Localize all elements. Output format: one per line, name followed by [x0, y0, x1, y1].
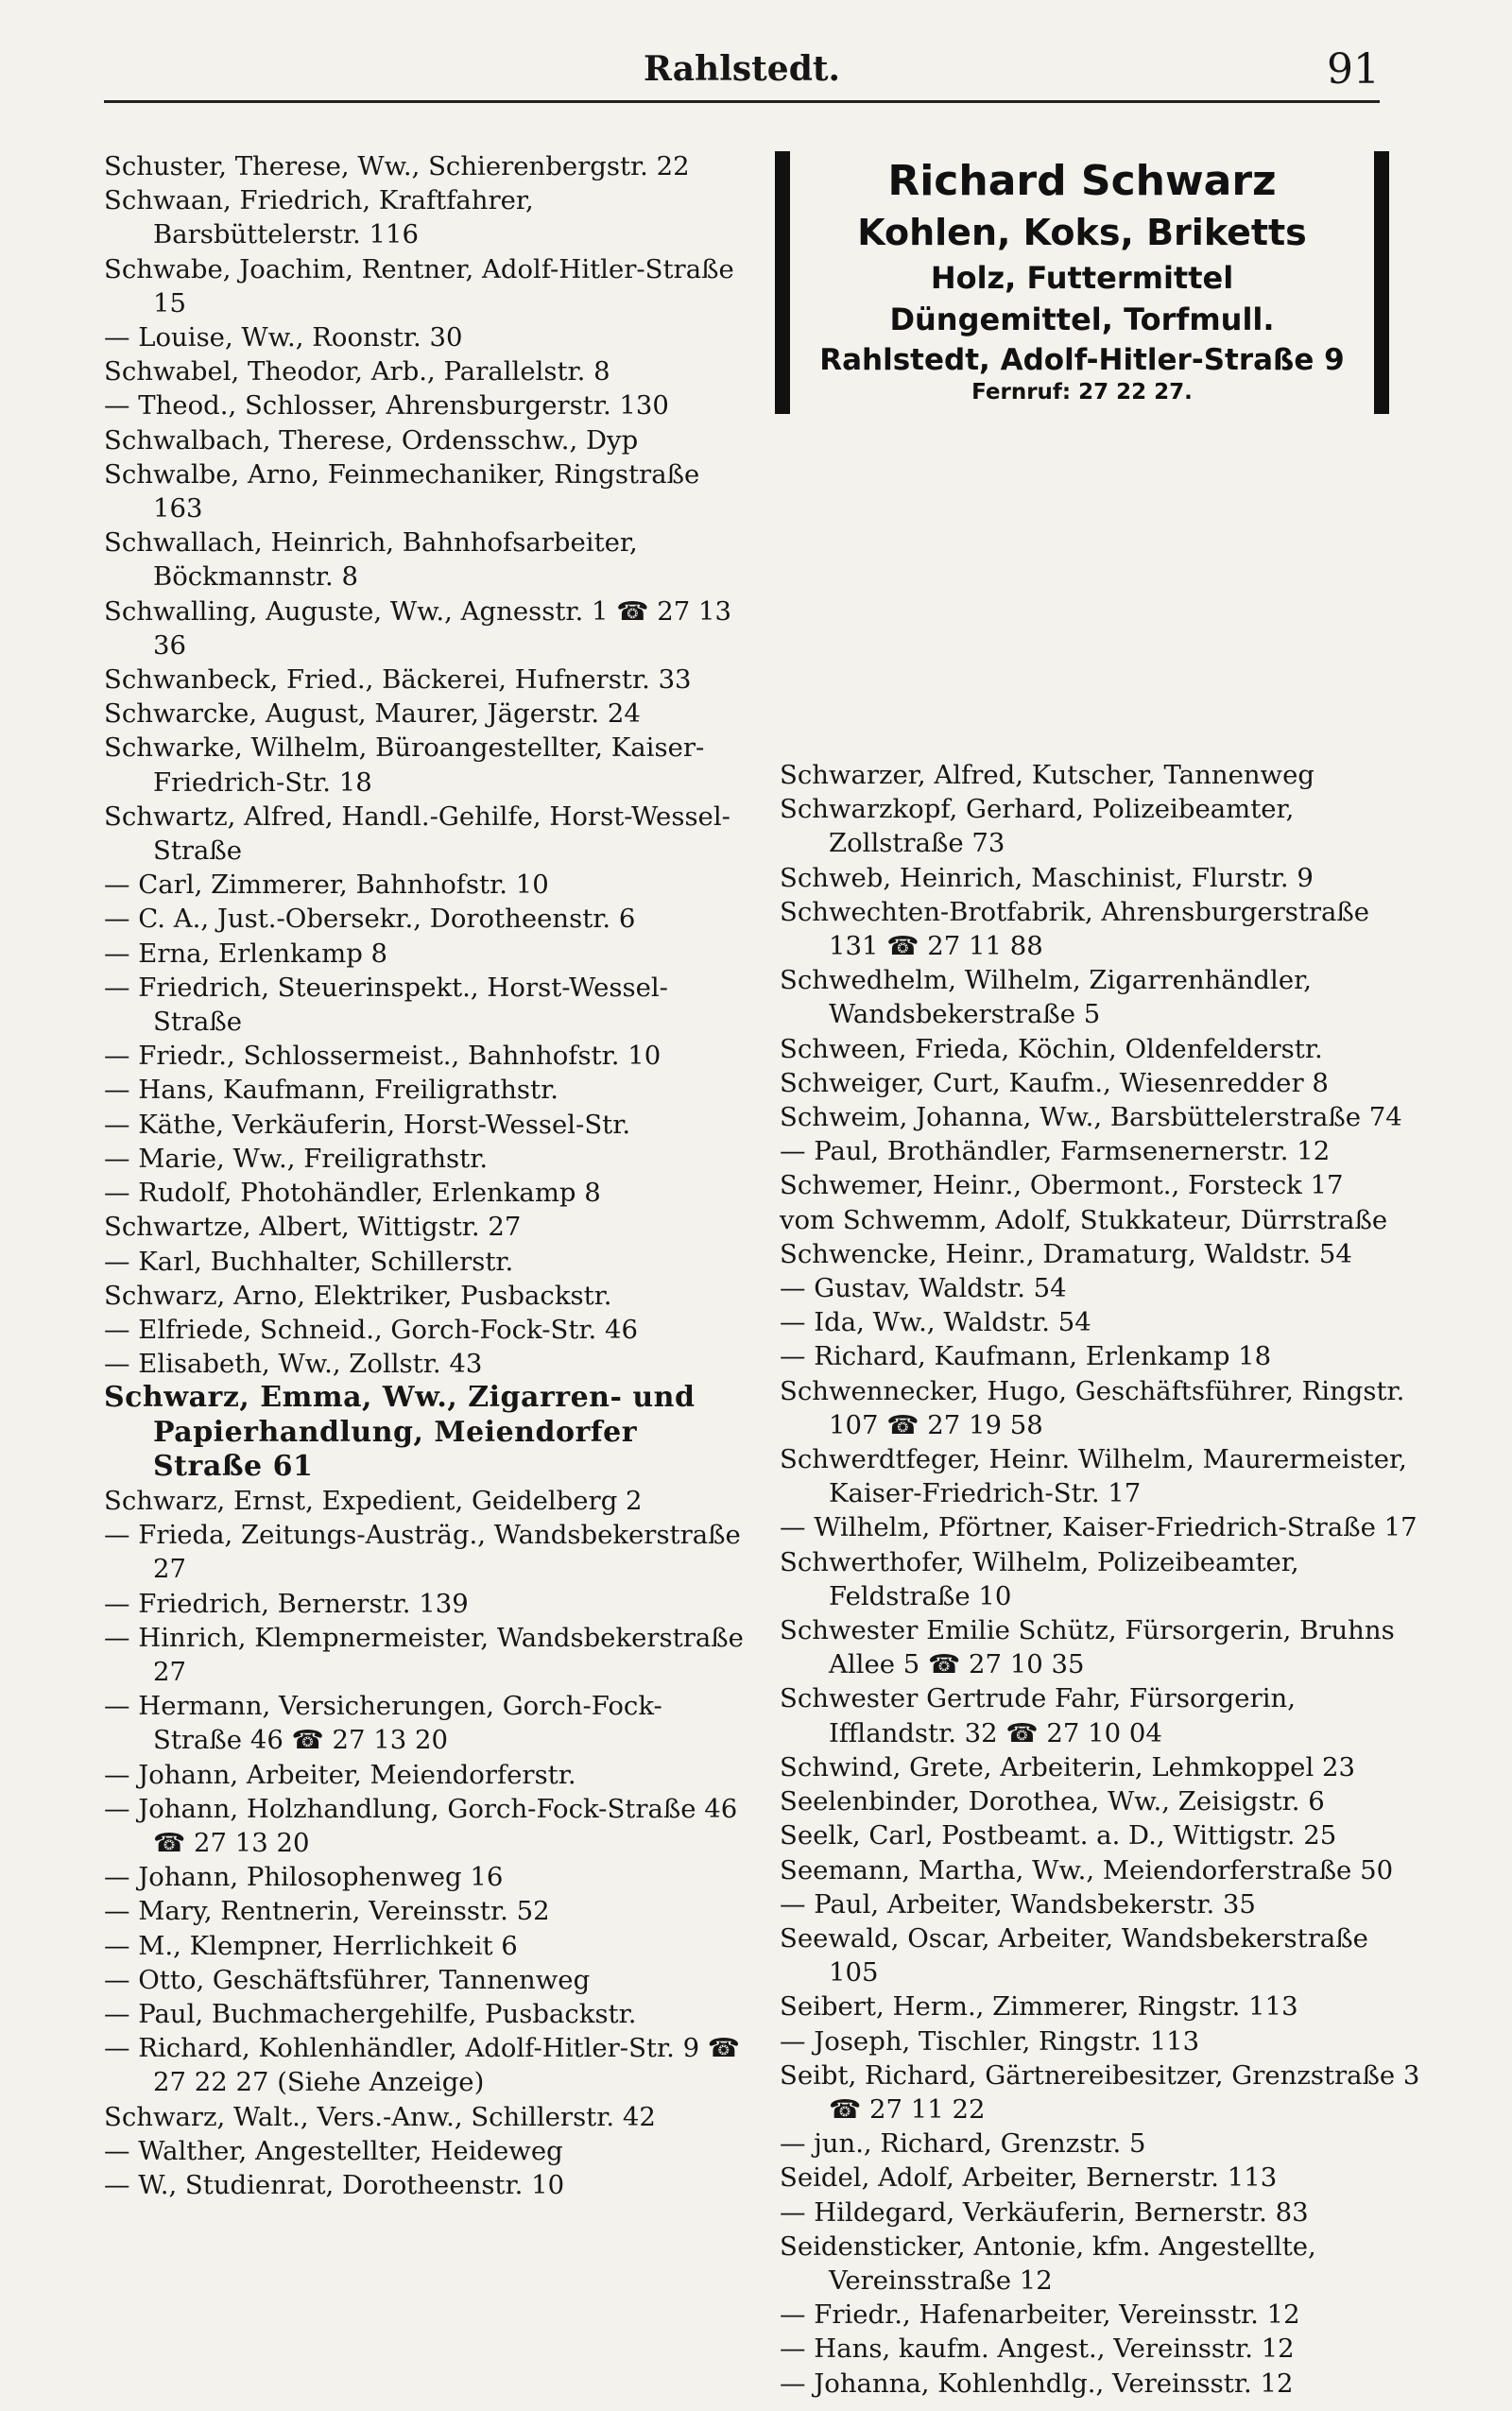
directory-entry: — Johann, Holzhandlung, Gorch-Fock-Straße 46 ☎ 27 13 20 — [104, 1793, 738, 1858]
directory-entry: Schwartze, Albert, Wittigstr. 27 — [104, 1212, 522, 1243]
directory-entry: — Elfriede, Schneid., Gorch-Fock-Str. 46 — [104, 1314, 638, 1345]
directory-entry: — Elisabeth, Ww., Zollstr. 43 — [104, 1349, 483, 1380]
directory-entry: — Carl, Zimmerer, Bahnhofstr. 10 — [104, 870, 549, 901]
directory-entry: Seidensticker, Antonie, kfm. Angestellte, Vereinsstraße 12 — [780, 2230, 1316, 2296]
directory-entry: Schwencke, Heinr., Dramaturg, Waldstr. 54 — [780, 1238, 1352, 1269]
directory-entry: Schwarcke, August, Maurer, Jägerstr. 24 — [104, 698, 641, 730]
directory-entry: Schwedhelm, Wilhelm, Zigarrenhändler, Wandsbekerstraße 5 — [780, 965, 1312, 1030]
directory-entry: Seidel, Adolf, Arbeiter, Bernerstr. 113 — [780, 2162, 1278, 2194]
directory-entry: Schwarz, Emma, Ww., Zigarren- und Papierhandlung, Meiendorfer Straße 61 — [104, 1381, 696, 1483]
directory-entry: — Johann, Arbeiter, Meiendorferstr. — [104, 1759, 576, 1790]
page-title: Rahlstedt. — [643, 49, 841, 89]
directory-entry: Schwerdtfeger, Heinr. Wilhelm, Maurermeister, Kaiser-Friedrich-Str. 17 — [780, 1444, 1407, 1509]
ad-products-line-1: Kohlen, Koks, Briketts — [857, 212, 1307, 253]
directory-entry: Schuster, Therese, Ww., Schierenbergstr. 22 — [104, 151, 690, 181]
directory-entry: — Karl, Buchhalter, Schillerstr. — [104, 1246, 514, 1277]
directory-entry: Seemann, Martha, Ww., Meiendorferstraße 50 — [780, 1854, 1394, 1886]
directory-entry: — Johanna, Kohlenhdlg., Vereinsstr. 12 — [780, 2368, 1294, 2399]
left-column — [104, 149, 747, 2202]
directory-entry: Schween, Frieda, Köchin, Oldenfelderstr. — [780, 1033, 1323, 1064]
directory-entry: Schweiger, Curt, Kaufm., Wiesenredder 8 — [780, 1067, 1329, 1098]
directory-entry: Schwemer, Heinr., Obermont., Forsteck 17 — [780, 1170, 1344, 1201]
directory-entry: — Paul, Buchmachergehilfe, Pusbackstr. — [104, 1998, 637, 2029]
directory-entry: — Paul, Brothändler, Farmsenernerstr. 12 — [780, 1136, 1331, 1167]
directory-entry: — Mary, Rentnerin, Vereinsstr. 52 — [104, 1896, 550, 1927]
ad-address: Rahlstedt, Adolf-Hitler-Straße 9 — [819, 343, 1345, 377]
directory-entry: Schwester Gertrude Fahr, Fürsorgerin, Ifflandstr. 32 ☎ 27 10 04 — [780, 1683, 1296, 1748]
page-header — [104, 45, 1380, 103]
directory-entry: Schwester Emilie Schütz, Fürsorgerin, Bruhns Allee 5 ☎ 27 10 35 — [780, 1615, 1395, 1680]
directory-entry: Seelk, Carl, Postbeamt. a. D., Wittigstr. 25 — [780, 1820, 1337, 1851]
directory-entry: Schwalbach, Therese, Ordensschw., Dyp — [104, 424, 639, 456]
directory-entry: Schwarz, Ernst, Expedient, Geidelberg 2 — [104, 1485, 643, 1516]
directory-entry: Schwarz, Walt., Vers.-Anw., Schillerstr. 42 — [104, 2101, 656, 2132]
directory-entry: Seewald, Oscar, Arbeiter, Wandsbekerstraße 105 — [780, 1922, 1368, 1989]
advertisement-box — [775, 151, 1389, 414]
directory-entry: — Walther, Angestellter, Heideweg — [104, 2135, 563, 2166]
directory-entry: Schwaan, Friedrich, Kraftfahrer, Barsbüttelerstr. 116 — [104, 185, 534, 250]
page-number: 91 — [1327, 45, 1380, 94]
directory-entry: — Wilhelm, Pförtner, Kaiser-Friedrich-Straße 17 — [780, 1512, 1418, 1543]
directory-entry: Schwarzkopf, Gerhard, Polizeibeamter, Zollstraße 73 — [780, 794, 1295, 859]
directory-entry: — Ida, Ww., Waldstr. 54 — [780, 1307, 1091, 1338]
directory-entry: Seibert, Herm., Zimmerer, Ringstr. 113 — [780, 1991, 1298, 2023]
directory-entry: — C. A., Just.-Obersekr., Dorotheenstr. 6 — [104, 904, 636, 935]
ad-products-line-2: Holz, Futtermittel — [930, 260, 1234, 296]
directory-entry: — Johann, Philosophenweg 16 — [104, 1862, 504, 1893]
directory-entry: — Friedr., Hafenarbeiter, Vereinsstr. 12 — [780, 2299, 1300, 2331]
directory-entry: — Paul, Arbeiter, Wandsbekerstr. 35 — [780, 1888, 1256, 1920]
directory-entry: — jun., Richard, Grenzstr. 5 — [780, 2128, 1146, 2160]
directory-entry: — Hans, Kaufmann, Freiligrathstr. — [104, 1075, 558, 1106]
ad-products-line-3: Düngemittel, Torfmull. — [889, 301, 1275, 337]
directory-entry: Schweb, Heinrich, Maschinist, Flurstr. 9 — [780, 862, 1314, 893]
directory-entry: — Louise, Ww., Roonstr. 30 — [104, 322, 463, 353]
directory-entry: Schwerthofer, Wilhelm, Polizeibeamter, Feldstraße 10 — [780, 1546, 1299, 1611]
directory-entry: — Marie, Ww., Freiligrathstr. — [104, 1143, 489, 1174]
directory-entry: — M., Klempner, Herrlichkeit 6 — [104, 1930, 518, 1961]
directory-entry: Schwartz, Alfred, Handl.-Gehilfe, Horst-Wessel-Straße — [104, 801, 730, 867]
directory-entry: — Joseph, Tischler, Ringstr. 113 — [780, 2025, 1200, 2057]
directory-entry: Schweim, Johanna, Ww., Barsbüttelerstraße 74 — [780, 1102, 1402, 1133]
ad-phone: Fernruf: 27 22 27. — [971, 380, 1193, 405]
directory-entry: — Theod., Schlosser, Ahrensburgerstr. 130 — [104, 390, 669, 422]
directory-entry: Schwennecker, Hugo, Geschäftsführer, Ringstr. 107 ☎ 27 19 58 — [780, 1375, 1405, 1440]
right-column — [780, 758, 1422, 2401]
directory-entry: — Friedrich, Steuerinspekt., Horst-Wessel-Straße — [104, 972, 668, 1038]
directory-entry: — Rudolf, Photohändler, Erlenkamp 8 — [104, 1178, 601, 1209]
directory-entry: — W., Studienrat, Dorotheenstr. 10 — [104, 2169, 565, 2200]
directory-entry: Schwarz, Arno, Elektriker, Pusbackstr. — [104, 1280, 612, 1311]
directory-entry: — Richard, Kohlenhändler, Adolf-Hitler-Str. 9 ☎ 27 22 27 (Siehe Anzeige) — [104, 2033, 741, 2098]
directory-entry: — Friedrich, Bernerstr. 139 — [104, 1588, 469, 1619]
ad-company-name: Richard Schwarz — [887, 157, 1277, 205]
directory-entry: — Hermann, Versicherungen, Gorch-Fock-Straße 46 ☎ 27 13 20 — [104, 1691, 662, 1756]
directory-entry: Schwarke, Wilhelm, Büroangestellter, Kaiser-Friedrich-Str. 18 — [104, 732, 705, 798]
directory-entry: Seibt, Richard, Gärtnereibesitzer, Grenzstraße 3 ☎ 27 11 22 — [780, 2059, 1420, 2125]
directory-entry: — Käthe, Verkäuferin, Horst-Wessel-Str. — [104, 1109, 631, 1140]
directory-entry: Schwalling, Auguste, Ww., Agnesstr. 1 ☎ 27 13 36 — [104, 595, 731, 661]
directory-entry: Schwabe, Joachim, Rentner, Adolf-Hitler-Straße 15 — [104, 253, 734, 319]
directory-entry: — Friedr., Schlossermeist., Bahnhofstr. 10 — [104, 1041, 662, 1072]
directory-entry: — Richard, Kaufmann, Erlenkamp 18 — [780, 1341, 1272, 1372]
directory-entry: — Hans, kaufm. Angest., Vereinsstr. 12 — [780, 2334, 1295, 2365]
directory-entry: — Hildegard, Verkäuferin, Bernerstr. 83 — [780, 2196, 1309, 2228]
directory-entry: Schwalbe, Arno, Feinmechaniker, Ringstraße 163 — [104, 458, 700, 525]
directory-entry: Schwabel, Theodor, Arb., Parallelstr. 8 — [104, 356, 610, 387]
directory-entry: Schwarzer, Alfred, Kutscher, Tannenweg — [780, 760, 1314, 790]
directory-entry: — Otto, Geschäftsführer, Tannenweg — [104, 1964, 591, 1995]
directory-entry: — Hinrich, Klempnermeister, Wandsbekerstraße 27 — [104, 1622, 744, 1687]
directory-entry: — Erna, Erlenkamp 8 — [104, 938, 388, 969]
directory-entry: Schwechten-Brotfabrik, Ahrensburgerstraße 131 ☎ 27 11 88 — [780, 896, 1370, 962]
directory-entry: Schwanbeck, Fried., Bäckerei, Hufnerstr. 33 — [104, 664, 692, 696]
directory-entry: Seelenbinder, Dorothea, Ww., Zeisigstr. 6 — [780, 1786, 1325, 1817]
directory-entry: — Gustav, Waldstr. 54 — [780, 1273, 1067, 1304]
directory-entry: Schwallach, Heinrich, Bahnhofsarbeiter, Böckmannstr. 8 — [104, 527, 638, 593]
directory-entry: — Frieda, Zeitungs-Austräg., Wandsbekerstraße 27 — [104, 1520, 741, 1585]
directory-entry: Schwind, Grete, Arbeiterin, Lehmkoppel 23 — [780, 1751, 1355, 1782]
directory-entry: vom Schwemm, Adolf, Stukkateur, Dürrstraße — [780, 1204, 1388, 1235]
